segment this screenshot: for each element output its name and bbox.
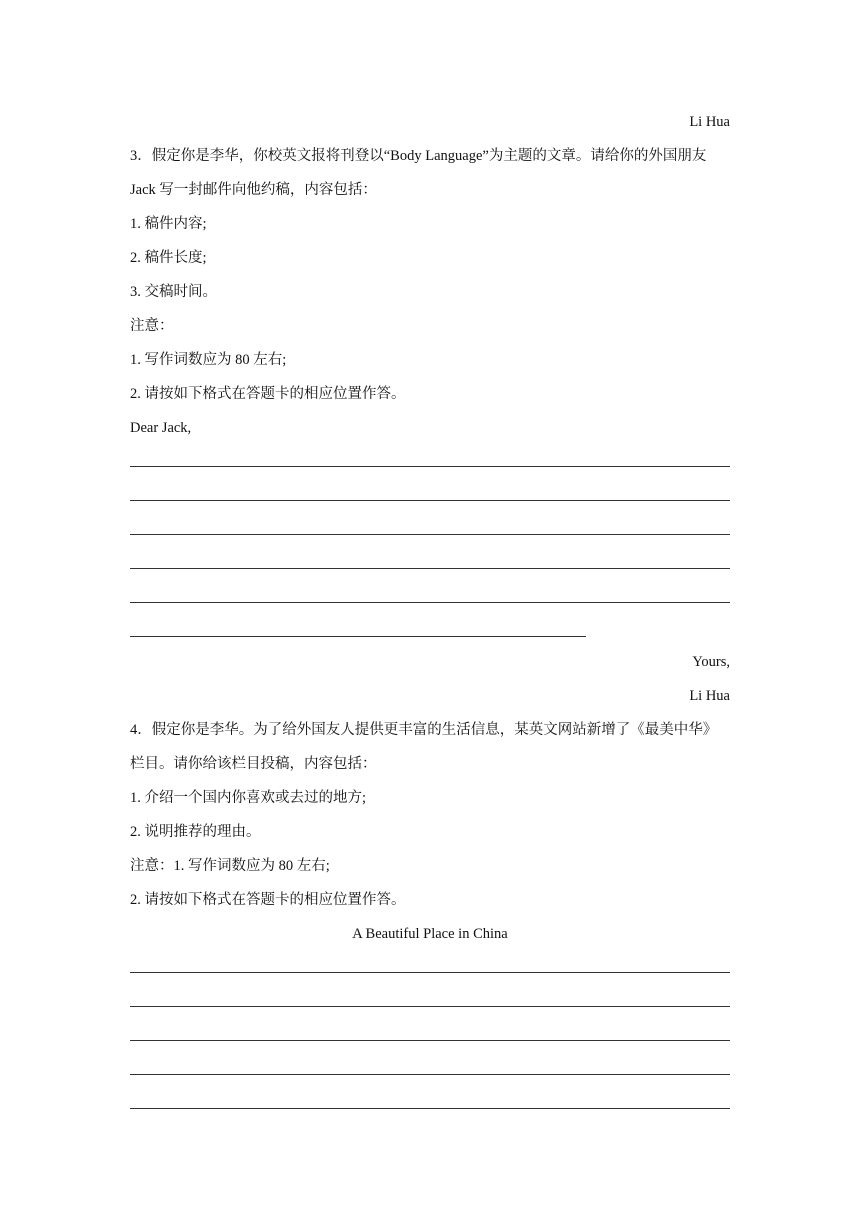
q3-answer-line-5 xyxy=(130,602,730,603)
q3-note-1: 1. 写作词数应为 80 左右; xyxy=(130,352,287,368)
q4-answer-line-1 xyxy=(130,972,730,973)
q4-answer-line-4 xyxy=(130,1074,730,1075)
q3-answer-line-4 xyxy=(130,568,730,569)
q4-answer-line-3 xyxy=(130,1040,730,1041)
q3-signature: Li Hua xyxy=(689,688,730,704)
q3-item-3: 3. 交稿时间。 xyxy=(130,284,217,300)
q3-prompt-line-1: 3．假定你是李华，你校英文报将刊登以“Body Language”为主题的文章。请给你的外国朋友 xyxy=(130,148,707,164)
q4-answer-line-5 xyxy=(130,1108,730,1109)
q4-note-1: 注意：1. 写作词数应为 80 左右; xyxy=(130,858,330,874)
q4-item-2: 2. 说明推荐的理由。 xyxy=(130,824,261,840)
q3-answer-line-1 xyxy=(130,466,730,467)
q4-prompt-line-2: 栏目。请你给该栏目投稿，内容包括： xyxy=(130,756,377,772)
q4-item-1: 1. 介绍一个国内你喜欢或去过的地方; xyxy=(130,790,367,806)
q3-note-2: 2. 请按如下格式在答题卡的相应位置作答。 xyxy=(130,386,406,402)
q3-item-2: 2. 稿件长度; xyxy=(130,250,207,266)
q3-answer-line-6 xyxy=(130,636,586,637)
q4-note-2: 2. 请按如下格式在答题卡的相应位置作答。 xyxy=(130,892,406,908)
q3-closing: Yours, xyxy=(692,654,730,670)
q3-answer-line-2 xyxy=(130,500,730,501)
previous-signature: Li Hua xyxy=(689,114,730,130)
q3-note-label: 注意： xyxy=(130,318,174,334)
q4-essay-title: A Beautiful Place in China xyxy=(352,926,508,942)
q4-prompt-line-1: 4．假定你是李华。为了给外国友人提供更丰富的生活信息，某英文网站新增了《最美中华》 xyxy=(130,722,718,738)
q3-answer-line-3 xyxy=(130,534,730,535)
q3-prompt-line-2: Jack 写一封邮件向他约稿，内容包括： xyxy=(130,182,377,198)
q3-item-1: 1. 稿件内容; xyxy=(130,216,207,232)
q3-greeting: Dear Jack, xyxy=(130,420,192,436)
q4-answer-line-2 xyxy=(130,1006,730,1007)
